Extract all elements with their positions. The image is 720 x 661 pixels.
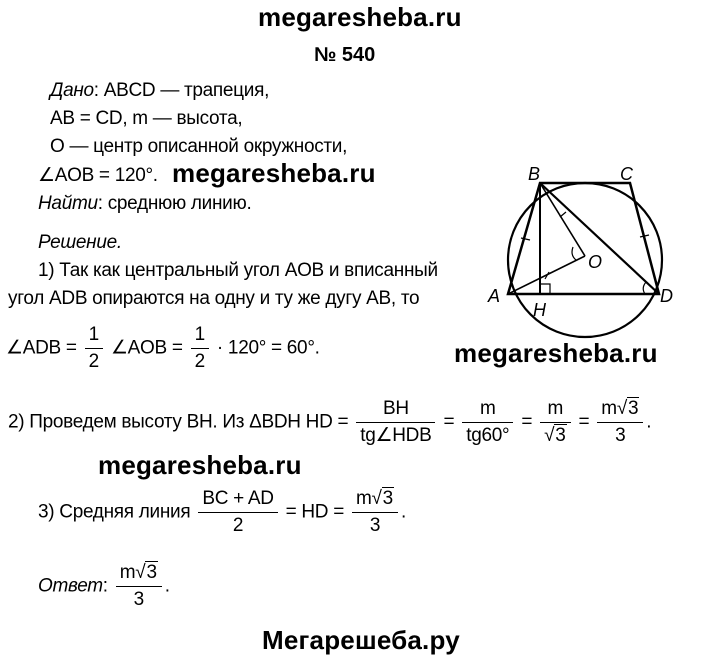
find-label: Найти (38, 193, 98, 214)
step2-fraction-3 (540, 398, 570, 447)
fraction-num: m√3 (116, 562, 162, 587)
fraction-num: BH (356, 398, 435, 423)
fraction-half-1 (85, 324, 103, 373)
given-line-3: O — центр описанной окружности, (50, 136, 348, 157)
given-text-1: ABCD — трапеция, (103, 80, 270, 101)
sqrt-radicand: 3 (555, 425, 566, 446)
step3-prefix: 3) Средняя линия (38, 501, 191, 523)
fraction-num: 1 (85, 324, 103, 349)
fraction-num: m√3 (597, 398, 643, 423)
point-label-a: A (488, 286, 501, 306)
point-label-b: B (528, 164, 541, 184)
circumscribed-circle (508, 183, 662, 337)
step3-fraction-1 (198, 488, 277, 537)
point-label-h: H (533, 300, 546, 320)
watermark-1: megaresheba.ru (172, 158, 376, 188)
fraction-den: 3 (369, 515, 381, 536)
find-line: Найти: среднюю линию. (38, 193, 252, 214)
site-footer: Мегарешеба.ру (262, 625, 460, 655)
fraction-den: 3 (615, 425, 626, 446)
segment-ao (508, 256, 585, 294)
step2-fraction-2 (462, 398, 513, 447)
trapezoid-abcd (508, 183, 659, 294)
point-label-c: C (620, 164, 633, 184)
step1-rhs: · 120° = 60°. (216, 337, 320, 359)
fraction-num: m (540, 398, 570, 423)
step1-formula (6, 324, 320, 373)
step1-lhs: ∠ADB = (6, 337, 77, 359)
step1-line-1: 1) Так как центральный угол AOB и вписанный (38, 260, 438, 281)
period: . (646, 411, 652, 433)
fraction-num-m: m (356, 488, 372, 509)
step3-fraction-2 (352, 488, 398, 537)
fraction-den: tg∠HDB (360, 425, 432, 446)
fraction-num: m√3 (352, 488, 398, 513)
answer-fraction (116, 562, 162, 611)
fraction-den: tg60° (466, 425, 510, 446)
fraction-num-m: m (601, 398, 617, 419)
problem-number: № 540 (314, 44, 376, 66)
watermark-2: megaresheba.ru (454, 338, 658, 368)
answer-line: Ответ: $\frac{m√3}{3}$ . (38, 562, 170, 610)
step2-fraction-1 (356, 398, 435, 447)
geometry-figure (480, 160, 700, 340)
sqrt-radicand: 3 (146, 562, 157, 583)
given-line-1: Дано: ABCD — трапеция, (50, 80, 270, 101)
given-line-2: AB = CD, m — высота, (50, 108, 243, 129)
site-header: megaresheba.ru (258, 2, 462, 32)
sqrt-radicand: 3 (627, 398, 639, 419)
find-text: среднюю линию. (107, 193, 252, 214)
period: . (400, 501, 406, 523)
fraction-den: 2 (194, 351, 205, 372)
tick-mark-bo (560, 212, 566, 217)
fraction-den: 2 (88, 351, 99, 372)
given-label: Дано (50, 80, 94, 101)
watermark-3: megaresheba.ru (98, 450, 302, 480)
period: . (164, 575, 170, 597)
equals-sign: = (578, 411, 590, 433)
angle-arc-o (572, 247, 576, 260)
given-line-4: ∠AOB = 120°. (38, 165, 158, 186)
fraction-num: m (462, 398, 513, 423)
tick-mark-ab (521, 238, 530, 240)
step1-mid: ∠AOB = (110, 337, 183, 359)
fraction-den: √3 (544, 425, 566, 446)
step2-formula (8, 398, 651, 447)
tick-mark-cd (640, 235, 649, 237)
right-angle-mark (540, 284, 550, 294)
fraction-den: 2 (232, 515, 244, 536)
equals-sign: = (521, 411, 533, 433)
fraction-half-2 (191, 324, 209, 373)
point-label-o: O (588, 252, 603, 272)
answer-label: Ответ (38, 575, 103, 597)
step2-prefix: 2) Проведем высоту BH. Из ΔBDH HD = (8, 411, 349, 433)
step2-fraction-4 (597, 398, 643, 447)
segment-bd (540, 183, 659, 294)
fraction-num: BC + AD (198, 488, 277, 513)
equals-sign: = (443, 411, 455, 433)
point-label-d: D (660, 286, 673, 306)
fraction-num: 1 (191, 324, 209, 349)
angle-arc-d (643, 282, 646, 294)
solution-heading: Решение. (38, 232, 122, 253)
step3-mid: = HD = (285, 501, 345, 523)
step3-formula (38, 488, 406, 537)
sqrt-radicand: 3 (382, 488, 393, 509)
fraction-den: 3 (133, 589, 144, 610)
step1-line-2: угол ADB опираются на одну и ту же дугу AB, то (8, 288, 420, 309)
fraction-num-m: m (119, 562, 136, 583)
